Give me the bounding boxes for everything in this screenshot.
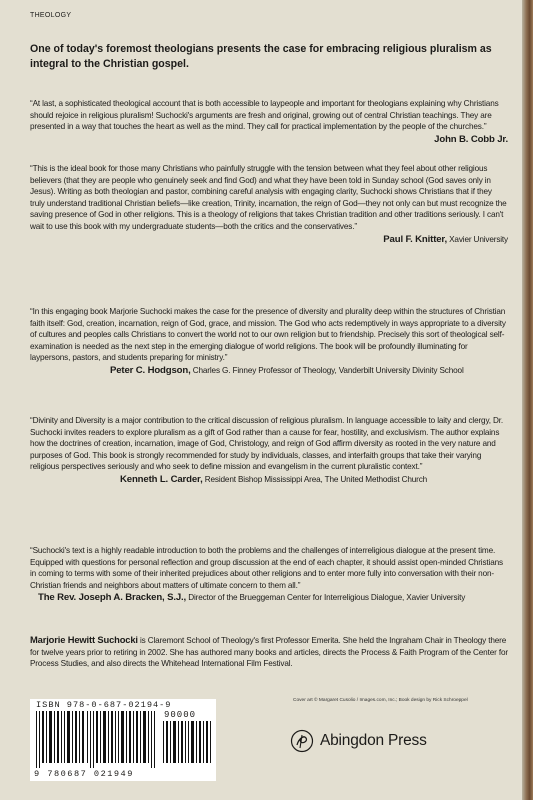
blurb-affiliation: Resident Bishop Mississippi Area, The United Methodist Church [204,474,428,484]
blurb-bracken [30,545,508,604]
blurb-attribution [30,134,508,146]
abingdon-logo-icon [290,729,314,753]
blurb-knitter [30,163,508,245]
publisher-logo [290,729,427,753]
blurb-affiliation: Charles G. Finney Professor of Theology, Vanderbilt University Divinity School [192,365,464,375]
book-spine-edge [522,0,533,800]
blurb-author: Paul F. Knitter, [383,233,447,245]
blurb-author: Peter C. Hodgson, [110,364,191,376]
blurb-quote: “At last, a sophisticated theological account that is both accessible to laypeople and important for theologians explaining why Christians should rejoice in religious pluralism! Suchocki's arguments are fresh and original, growing out of central Christian teachings. They are presented in a way that touches the heart as well as the mind. They call for practical implementation by the people of the churches.” [30,99,499,132]
author-name: Marjorie Hewitt Suchocki [30,634,138,645]
barcode-panel [30,699,216,781]
blurb-attribution [30,234,508,246]
cover-credits: Cover art © Margaret Cusolio / Images.com, Inc.; Book design by Rick Schroeppel [293,698,468,703]
blurb-affiliation: Director of the Brueggeman Center for Interreligious Dialogue, Xavier University [188,593,466,603]
blurb-quote: “Suchocki's text is a highly readable introduction to both the problems and the challenges of interreligious dialogue at the present time. Equipped with questions for personal reflection and group discussion at the end of each chapter, it should assist open-minded Christians in coming to terms with some of their inherited prejudices about other religions and to enter more fully into conversation with their non-Christian friends and neighbors about matters of ultimate concern to them all.” [30,546,503,590]
blurb-attribution [30,592,508,604]
blurb-quote: “In this engaging book Marjorie Suchocki makes the case for the presence of diversity and plurality deep within the structures of Christian faith itself: God, creation, incarnation, reign of God, grace, and mission. The God who acts redemptively in ways appropriate to a diversity of cultures and peoples calls Christians to convert the world not to our own religion but to friendship. Precisely this sort of theological self-examination is needed as the next step in the emerging dialogue of world religions. The book will be profoundly illuminating for laypersons, pastors, and students preparing for ministry.” [30,307,506,363]
ean-number: 9 780687 021949 [34,769,134,779]
blurb-attribution [30,474,508,486]
price-code: 90000 [164,710,197,720]
blurb-author: Kenneth L. Carder, [120,473,203,485]
isbn-label: ISBN 978-0-687-02194-9 [36,700,172,710]
author-bio-text: is Claremont School of Theology's first Professor Emerita. She held the Ingraham Chair in Theology there for twelve years prior to retiring in 2002. She has authored many books and articles, directs the Process & Faith Program of the Center for Process Studies, and also directs the Whitehead International Film Festival. [30,636,508,669]
blurb-carder [30,415,508,486]
blurb-quote: “This is the ideal book for those many Christians who painfully struggle with the tension between what they feel about other religious believers (that they are people who genuinely seek and find God) and what they have been told in Sunday school (God saves only in Jesus). Writing as both theologian and pastor, combining careful analysis with engaging clarity, Suchocki shows Christians that if they truly understand traditional Christian beliefs—like creation, Trinity, incarnation, the reign of God—they not only can but must recognize the saving presence of God in other religions. This is a theology of religions that takes Christian tradition and other traditions seriously. I can't wait to use this book with my undergraduate students—both the critics and the conservatives.” [30,164,507,231]
blurb-affiliation: Xavier University [449,234,508,244]
blurb-quote: “Divinity and Diversity is a major contribution to the critical discussion of religious pluralism. In language accessible to laity and clergy, Dr. Suchocki invites readers to explore pluralism as a gift of God rather than a cause for fear, hostility, and exclusivism. The author explains how the doctrines of creation, incarnation, image of God, Christology, and reign of God affirm diversity as rooted in the very nature and purposes of God. This book is strongly recommended for study by individuals, classes, and interfaith groups that take their varying religious perspectives seriously and who seek to define mission and evangelism in the current pluralistic context.” [30,416,504,472]
ean-barcode-icon [34,711,158,768]
blurb-author: John B. Cobb Jr. [434,133,508,145]
lead-statement: One of today's foremost theologians presents the case for embracing religious pluralism as integral to the Christian gospel. [30,43,492,70]
blurb-attribution [30,365,508,377]
blurb-hodgson [30,306,508,377]
addon-barcode-icon [162,721,212,763]
publisher-name: Abingdon Press [320,732,427,749]
category-label: THEOLOGY [30,12,72,19]
author-bio [30,634,508,670]
blurb-author: The Rev. Joseph A. Bracken, S.J., [38,592,187,604]
blurb-cobb [30,98,508,145]
